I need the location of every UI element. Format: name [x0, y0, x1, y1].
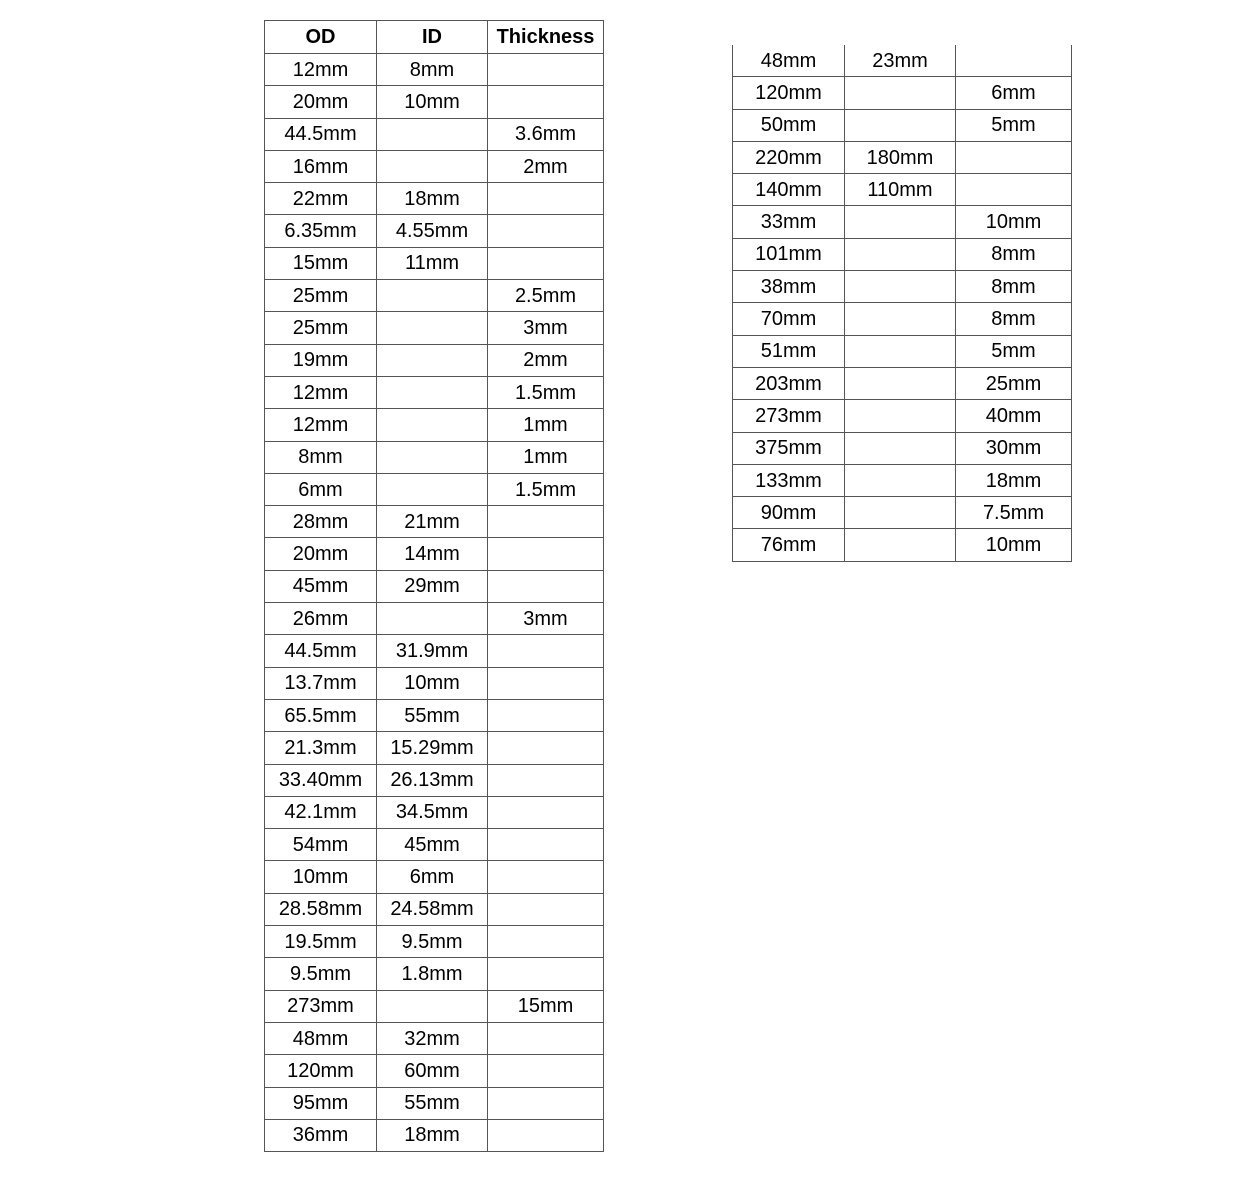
cell-od: 20mm [265, 86, 377, 118]
table-row [265, 86, 604, 118]
cell-thickness [488, 570, 604, 602]
cell-od: 90mm [733, 497, 845, 529]
cell-id: 110mm [845, 174, 956, 206]
table-row [733, 141, 1072, 173]
table-row [733, 400, 1072, 432]
table-row [265, 54, 604, 86]
cell-thickness [488, 215, 604, 247]
table-row [265, 1087, 604, 1119]
cell-id: 1.8mm [377, 958, 488, 990]
table-row [265, 796, 604, 828]
cell-id: 11mm [377, 247, 488, 279]
table-row [265, 118, 604, 150]
cell-od: 120mm [265, 1055, 377, 1087]
cell-id [845, 206, 956, 238]
cell-thickness: 8mm [956, 271, 1072, 303]
cell-thickness [956, 45, 1072, 77]
table-row [733, 238, 1072, 270]
cell-id: 55mm [377, 1087, 488, 1119]
cell-od: 54mm [265, 829, 377, 861]
cell-thickness [488, 732, 604, 764]
cell-od: 10mm [265, 861, 377, 893]
cell-id: 8mm [377, 54, 488, 86]
cell-id [845, 367, 956, 399]
cell-od: 120mm [733, 77, 845, 109]
cell-thickness [488, 1087, 604, 1119]
cell-od: 76mm [733, 529, 845, 561]
cell-od: 12mm [265, 54, 377, 86]
cell-id [377, 441, 488, 473]
cell-od: 375mm [733, 432, 845, 464]
cell-thickness: 1mm [488, 409, 604, 441]
table-row [265, 1119, 604, 1151]
table-row [265, 732, 604, 764]
table-row [733, 45, 1072, 77]
cell-od: 12mm [265, 376, 377, 408]
cell-od: 48mm [733, 45, 845, 77]
cell-od: 101mm [733, 238, 845, 270]
table-row [265, 280, 604, 312]
cell-id: 32mm [377, 1022, 488, 1054]
cell-id: 21mm [377, 506, 488, 538]
table-row [733, 206, 1072, 238]
cell-thickness [488, 54, 604, 86]
cell-thickness: 15mm [488, 990, 604, 1022]
cell-id [377, 473, 488, 505]
table-row [265, 150, 604, 182]
cell-od: 44.5mm [265, 635, 377, 667]
cell-id [845, 432, 956, 464]
cell-thickness [488, 764, 604, 796]
cell-od: 21.3mm [265, 732, 377, 764]
cell-od: 38mm [733, 271, 845, 303]
table-row [733, 464, 1072, 496]
cell-thickness [488, 506, 604, 538]
cell-thickness [956, 174, 1072, 206]
cell-od: 220mm [733, 141, 845, 173]
cell-od: 140mm [733, 174, 845, 206]
cell-thickness [488, 538, 604, 570]
cell-id [377, 603, 488, 635]
cell-od: 273mm [265, 990, 377, 1022]
table-row [265, 635, 604, 667]
cell-thickness: 2.5mm [488, 280, 604, 312]
cell-id: 15.29mm [377, 732, 488, 764]
table-row [265, 506, 604, 538]
table-row [265, 570, 604, 602]
table-row [265, 183, 604, 215]
header-thickness: Thickness [488, 21, 604, 54]
cell-thickness: 25mm [956, 367, 1072, 399]
header-od: OD [265, 21, 377, 54]
cell-thickness: 10mm [956, 206, 1072, 238]
cell-od: 6mm [265, 473, 377, 505]
cell-thickness [488, 861, 604, 893]
table-row [733, 271, 1072, 303]
cell-od: 13.7mm [265, 667, 377, 699]
table-row [265, 344, 604, 376]
cell-thickness [488, 699, 604, 731]
table-row [265, 603, 604, 635]
table-row [265, 1055, 604, 1087]
cell-id: 24.58mm [377, 893, 488, 925]
cell-id: 6mm [377, 861, 488, 893]
cell-id [845, 109, 956, 141]
cell-id: 60mm [377, 1055, 488, 1087]
cell-od: 203mm [733, 367, 845, 399]
cell-od: 16mm [265, 150, 377, 182]
cell-id: 31.9mm [377, 635, 488, 667]
cell-od: 48mm [265, 1022, 377, 1054]
table-row [265, 829, 604, 861]
cell-thickness [956, 141, 1072, 173]
cell-od: 95mm [265, 1087, 377, 1119]
cell-thickness: 5mm [956, 335, 1072, 367]
cell-id: 18mm [377, 1119, 488, 1151]
cell-id [845, 77, 956, 109]
cell-od: 25mm [265, 312, 377, 344]
cell-od: 19.5mm [265, 926, 377, 958]
cell-od: 28.58mm [265, 893, 377, 925]
cell-id [377, 280, 488, 312]
cell-id [845, 529, 956, 561]
cell-thickness: 8mm [956, 238, 1072, 270]
table-row [733, 174, 1072, 206]
cell-id [377, 150, 488, 182]
cell-od: 25mm [265, 280, 377, 312]
table-row [265, 247, 604, 279]
cell-thickness: 3mm [488, 312, 604, 344]
cell-od: 20mm [265, 538, 377, 570]
table-row [265, 538, 604, 570]
cell-thickness: 8mm [956, 303, 1072, 335]
cell-od: 36mm [265, 1119, 377, 1151]
table-row [733, 77, 1072, 109]
table-row [265, 409, 604, 441]
cell-id [377, 409, 488, 441]
cell-od: 50mm [733, 109, 845, 141]
cell-id: 180mm [845, 141, 956, 173]
cell-thickness: 1mm [488, 441, 604, 473]
cell-thickness [488, 247, 604, 279]
cell-thickness: 3.6mm [488, 118, 604, 150]
cell-id [377, 376, 488, 408]
cell-thickness: 6mm [956, 77, 1072, 109]
cell-id [845, 497, 956, 529]
cell-thickness [488, 635, 604, 667]
cell-id [845, 303, 956, 335]
cell-id: 18mm [377, 183, 488, 215]
cell-thickness [488, 893, 604, 925]
table-row [733, 529, 1072, 561]
table-row [265, 764, 604, 796]
cell-od: 28mm [265, 506, 377, 538]
cell-od: 42.1mm [265, 796, 377, 828]
cell-od: 273mm [733, 400, 845, 432]
cell-id [377, 990, 488, 1022]
cell-thickness: 30mm [956, 432, 1072, 464]
cell-thickness: 18mm [956, 464, 1072, 496]
cell-id: 10mm [377, 667, 488, 699]
cell-thickness: 5mm [956, 109, 1072, 141]
cell-od: 33.40mm [265, 764, 377, 796]
cell-id: 4.55mm [377, 215, 488, 247]
cell-id: 23mm [845, 45, 956, 77]
cell-id: 45mm [377, 829, 488, 861]
table-row [265, 667, 604, 699]
table-row [265, 1022, 604, 1054]
cell-id: 10mm [377, 86, 488, 118]
table-row [265, 861, 604, 893]
cell-id [377, 312, 488, 344]
cell-id: 29mm [377, 570, 488, 602]
table-row [733, 303, 1072, 335]
table-row [733, 335, 1072, 367]
cell-thickness [488, 796, 604, 828]
cell-id: 26.13mm [377, 764, 488, 796]
cell-thickness [488, 667, 604, 699]
cell-thickness [488, 926, 604, 958]
header-id: ID [377, 21, 488, 54]
cell-od: 44.5mm [265, 118, 377, 150]
cell-thickness: 1.5mm [488, 376, 604, 408]
cell-id [845, 464, 956, 496]
table-row [733, 109, 1072, 141]
cell-od: 70mm [733, 303, 845, 335]
table-row [265, 312, 604, 344]
cell-thickness: 40mm [956, 400, 1072, 432]
cell-id [845, 335, 956, 367]
cell-id: 34.5mm [377, 796, 488, 828]
table-row [265, 473, 604, 505]
cell-od: 22mm [265, 183, 377, 215]
cell-od: 9.5mm [265, 958, 377, 990]
cell-id [377, 118, 488, 150]
cell-id [845, 400, 956, 432]
table-row [733, 367, 1072, 399]
table-row [265, 215, 604, 247]
cell-thickness [488, 1119, 604, 1151]
table-row [265, 441, 604, 473]
cell-thickness [488, 183, 604, 215]
table-row [265, 699, 604, 731]
table-row [265, 990, 604, 1022]
dimensions-table-left [264, 20, 604, 1152]
table-row [733, 497, 1072, 529]
dimensions-table-right [732, 45, 1072, 562]
cell-thickness: 7.5mm [956, 497, 1072, 529]
cell-thickness [488, 1022, 604, 1054]
cell-thickness: 1.5mm [488, 473, 604, 505]
cell-thickness: 3mm [488, 603, 604, 635]
cell-od: 65.5mm [265, 699, 377, 731]
table-header-row [265, 21, 604, 54]
table-row [265, 893, 604, 925]
cell-thickness: 10mm [956, 529, 1072, 561]
cell-od: 26mm [265, 603, 377, 635]
cell-od: 45mm [265, 570, 377, 602]
cell-od: 12mm [265, 409, 377, 441]
cell-od: 51mm [733, 335, 845, 367]
cell-id: 14mm [377, 538, 488, 570]
cell-thickness [488, 86, 604, 118]
cell-id [845, 271, 956, 303]
cell-od: 33mm [733, 206, 845, 238]
cell-thickness: 2mm [488, 344, 604, 376]
cell-id [845, 238, 956, 270]
cell-od: 8mm [265, 441, 377, 473]
cell-od: 6.35mm [265, 215, 377, 247]
cell-od: 15mm [265, 247, 377, 279]
cell-thickness [488, 1055, 604, 1087]
table-row [265, 926, 604, 958]
cell-id: 55mm [377, 699, 488, 731]
cell-id: 9.5mm [377, 926, 488, 958]
cell-thickness [488, 958, 604, 990]
table-row [733, 432, 1072, 464]
table-row [265, 376, 604, 408]
cell-thickness: 2mm [488, 150, 604, 182]
cell-id [377, 344, 488, 376]
cell-od: 19mm [265, 344, 377, 376]
table-row [265, 958, 604, 990]
cell-od: 133mm [733, 464, 845, 496]
cell-thickness [488, 829, 604, 861]
